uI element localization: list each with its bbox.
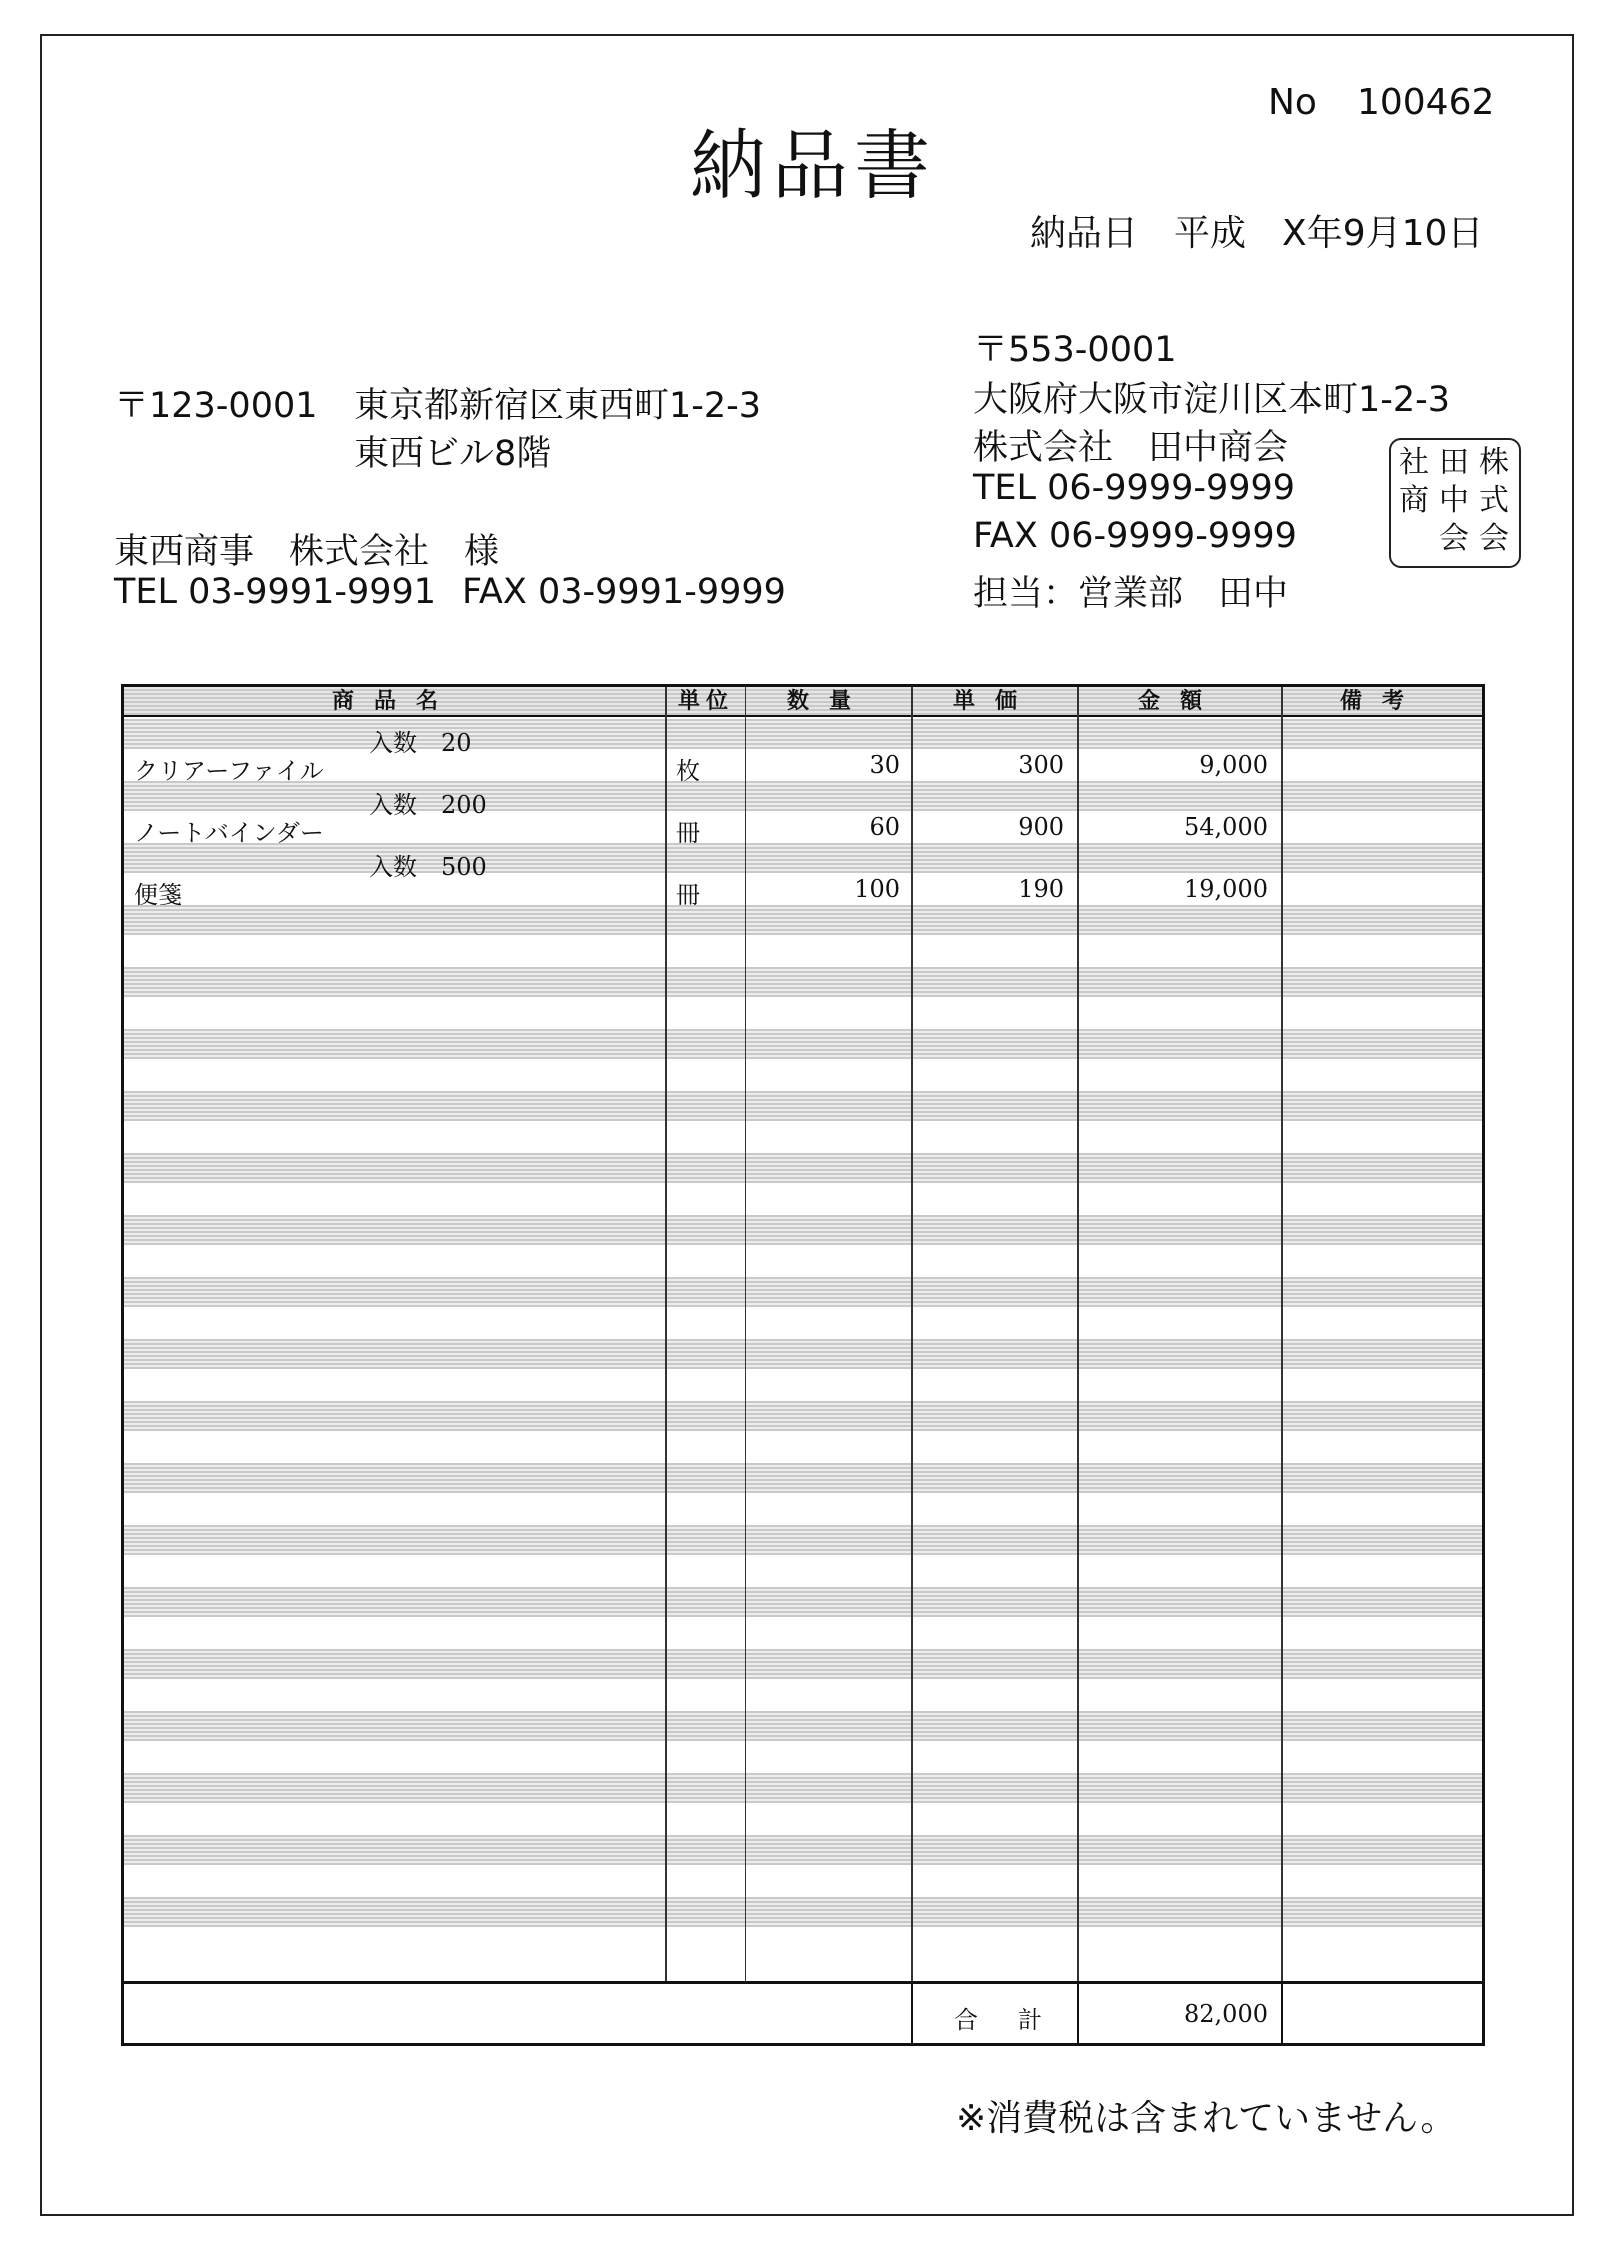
item-pack-quantity: 入数 20 (369, 729, 472, 757)
item-amount: 19,000 (1184, 875, 1268, 903)
delivery-date-value: X年9月10日 (1282, 213, 1484, 254)
item-product-name: ノートバインダー (134, 819, 324, 847)
item-unit: 冊 (676, 881, 700, 909)
column-divider (1281, 687, 1283, 1981)
item-product-name: クリアーファイル (134, 757, 324, 785)
delivery-date (1030, 205, 1483, 256)
item-unit-price: 190 (1018, 875, 1064, 903)
item-pack-quantity: 入数 500 (369, 853, 487, 881)
header-remarks: 備考 (1339, 688, 1424, 714)
item-quantity: 60 (869, 813, 900, 841)
sender-contact: 担当：営業部 田中 (973, 574, 1289, 614)
customer-fax: FAX 03-9991-9999 (462, 572, 786, 612)
company-seal-stamp (1389, 438, 1521, 568)
sender-tel: TEL 06-9999-9999 (973, 468, 1296, 508)
item-quantity: 30 (869, 751, 900, 779)
page-title: 納品書 (690, 121, 936, 210)
stamp-char: 中 (1439, 483, 1469, 518)
total-amount: 82,000 (1184, 2000, 1268, 2028)
shaded-row-band (124, 1339, 1482, 1369)
column-divider (665, 687, 667, 1981)
sender-fax: FAX 06-9999-9999 (973, 516, 1297, 556)
shaded-row-band (124, 1897, 1482, 1927)
header-product-name: 商品名 (331, 688, 458, 714)
stamp-char: 会 (1479, 521, 1509, 556)
document-number-value: 100462 (1356, 82, 1495, 123)
header-amount: 金額 (1137, 688, 1222, 714)
shaded-row-band (124, 1091, 1482, 1121)
header-quantity: 数量 (786, 688, 871, 714)
shaded-row-band (124, 1649, 1482, 1679)
tax-note: ※消費税は含まれていません。 (956, 2098, 1457, 2139)
total-divider (1281, 1984, 1283, 2046)
shaded-row-band (124, 1711, 1482, 1741)
shaded-row-band (124, 843, 1482, 873)
stamp-char: 会 (1439, 521, 1469, 556)
item-product-name: 便箋 (134, 881, 182, 909)
delivery-items-table (121, 684, 1485, 2046)
item-quantity: 100 (854, 875, 900, 903)
shaded-row-band (124, 1029, 1482, 1059)
customer-name: 東西商事 株式会社 様 (114, 532, 500, 572)
document-number-label: No (1268, 82, 1317, 123)
shaded-row-band (124, 1215, 1482, 1245)
item-amount: 54,000 (1184, 813, 1268, 841)
shaded-row-band (124, 1463, 1482, 1493)
stamp-char: 社 (1399, 445, 1429, 480)
header-unit: 単位 (677, 688, 734, 714)
shaded-row-band (124, 1153, 1482, 1183)
sender-address: 大阪府大阪市淀川区本町1-2-3 (973, 380, 1451, 420)
shaded-row-band (124, 719, 1482, 749)
customer-address-line1: 東京都新宿区東西町1-2-3 (354, 386, 762, 426)
customer-postal: 〒123-0001 (114, 386, 318, 426)
stamp-char: 商 (1399, 483, 1429, 518)
sender-company: 株式会社 田中商会 (973, 428, 1289, 468)
customer-tel: TEL 03-9991-9991 (114, 572, 437, 612)
sender-postal: 〒553-0001 (973, 330, 1177, 370)
document-number (1268, 82, 1494, 123)
total-divider (911, 1984, 913, 2046)
item-pack-quantity: 入数 200 (369, 791, 487, 819)
total-label: 合 計 (954, 2006, 1050, 2034)
shaded-row-band (124, 1277, 1482, 1307)
shaded-row-band (124, 1835, 1482, 1865)
item-unit: 冊 (676, 819, 700, 847)
shaded-row-band (124, 1773, 1482, 1803)
shaded-row-band (124, 1525, 1482, 1555)
shaded-row-band (124, 781, 1482, 811)
item-unit-price: 300 (1018, 751, 1064, 779)
item-unit: 枚 (676, 757, 700, 785)
delivery-date-label: 納品日 (1030, 213, 1139, 254)
shaded-row-band (124, 905, 1482, 935)
item-unit-price: 900 (1018, 813, 1064, 841)
customer-address-line2: 東西ビル8階 (354, 434, 552, 474)
header-unit-price: 単価 (952, 688, 1037, 714)
shaded-row-band (124, 967, 1482, 997)
stamp-char: 田 (1439, 445, 1469, 480)
shaded-row-band (124, 1401, 1482, 1431)
stamp-char: 式 (1479, 483, 1509, 518)
shaded-row-band (124, 1587, 1482, 1617)
delivery-date-era: 平成 (1174, 213, 1247, 254)
item-amount: 9,000 (1199, 751, 1268, 779)
stamp-char: 株 (1479, 445, 1509, 480)
table-total-row (124, 1981, 1482, 2043)
